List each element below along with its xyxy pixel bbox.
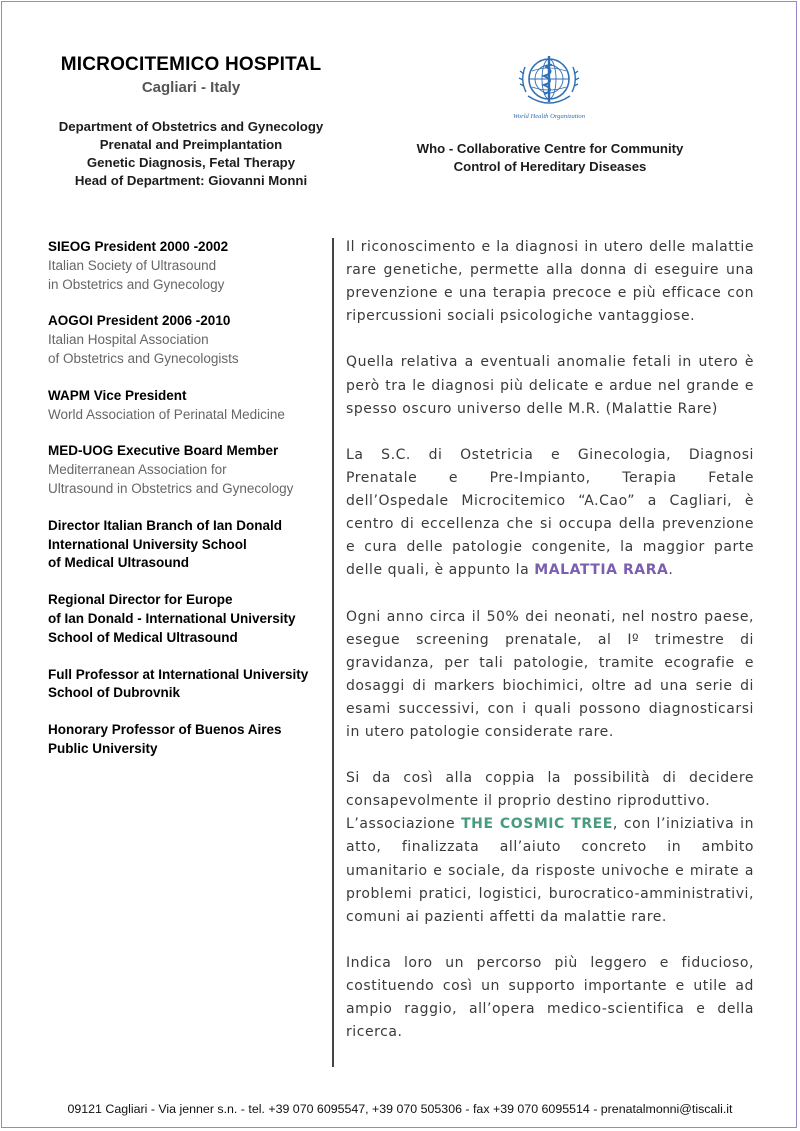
credential-entry [48,312,338,368]
department-line: Department of Obstetrics and Gynecology [58,119,324,134]
credential-title: Director Italian Branch of Ian Donald [48,517,283,533]
credential-title: School of Dubrovnik [48,685,181,701]
credentials-sidebar [48,238,338,777]
credential-entry [48,442,338,498]
credential-subtitle: Italian Hospital Association [48,332,209,348]
paragraph [346,444,754,583]
paragraph-text: La S.C. di Ostetricia e Ginecologia, Diagnosi Prenatale e Pre-Impianto, Terapia Fetale dell’Ospedale Microcitemico “A.Cao” a Cagliari, è centro di eccellenza che si occupa della prevenzione e cura delle patologie congenite, la maggior parte delle quali, è appunto la [346,446,754,579]
who-collab-line: Who - Collaborative Centre for Community [416,141,684,156]
paragraph [346,813,754,928]
credential-title: Honorary Professor of Buenos Aires [48,722,282,738]
credential-entry [48,666,338,704]
credential-subtitle: Italian Society of Ultrasound [48,257,217,273]
highlight-malattia-rara: MALATTIA RARA [534,562,669,579]
paragraph: Indica loro un percorso più leggero e fiducioso, costituendo così un supporto importante e utile ad ampio raggio, all’opera medico-scientifica e della ricerca. [346,954,754,1041]
department-line: Genetic Diagnosis, Fetal Therapy [86,155,296,170]
who-emblem-icon [516,50,582,112]
footer-contact: 09121 Cagliari - Via jenner s.n. - tel. +39 070 6095547, +39 070 505306 - fax +39 070 6095514 - prenatalmonni@tiscali.it [67,1102,733,1116]
credential-subtitle: in Obstetrics and Gynecology [48,276,225,292]
credential-subtitle: Mediterranean Association for [48,462,227,478]
credential-subtitle: of Obstetrics and Gynecologists [48,350,239,366]
credential-title: Public University [48,740,158,756]
credential-title: Regional Director for Europe [48,592,233,608]
column-divider [332,238,334,1067]
main-text [346,236,754,1067]
credential-entry [48,721,338,759]
who-collaborative-centre [380,140,720,176]
paragraph: Quella relativa a eventuali anomalie fetali in utero è però tra le diagnosi più delicate e ardue nel grande e spesso oscuro universo delle M.R. (Malattie Rare) [346,354,754,417]
highlight-cosmic-tree: THE COSMIC TREE [461,816,613,833]
credential-title: WAPM Vice President [48,387,187,403]
who-logo [508,50,590,120]
hospital-name: MICROCITEMICO HOSPITAL [60,54,322,75]
paragraph-text: . [668,562,674,579]
credential-title: of Medical Ultrasound [48,555,190,571]
who-collab-line: Control of Hereditary Diseases [453,159,647,174]
credential-title: School of Medical Ultrasound [48,629,238,645]
department-head: Head of Department: Giovanni Monni [74,173,308,188]
paragraph: Ogni anno circa il 50% dei neonati, nel nostro paese, esegue screening prenatale, al Iº trimestre di gravidanza, per tali patologie, tramite ecografie e dosaggi di markers biochimici, oltre ad una serie di esami successivi, con i quali possono diagnosticarsi in utero patologie considerate rare. [346,608,754,740]
credential-entry [48,238,338,294]
credential-title: International University School [48,536,247,552]
who-caption: World Health Organization [512,113,586,120]
credential-title: Full Professor at International University [48,666,309,682]
credential-subtitle: Ultrasound in Obstetrics and Gynecology [48,480,294,496]
paragraph: Il riconoscimento e la diagnosi in utero delle malattie rare genetiche, permette alla donna di eseguire una prevenzione e una terapia precoce e più efficace con ripercussioni sociali psicologiche vantaggiose. [346,239,754,325]
paragraph-text: L’associazione [346,816,462,833]
department-line: Prenatal and Preimplantation [99,137,283,152]
credential-title: MED-UOG Executive Board Member [48,443,279,459]
paragraph: Si da così alla coppia la possibilità di decidere consapevolmente il proprio destino riproduttivo. [346,770,754,810]
paragraph-text: , con l’iniziativa in atto, finalizzata all’aiuto concreto in ambito umanitario e sociale, da risposte univoche e mirate a problemi pratici, logistici, burocratico-amministrativi, comuni ai pazienti affetti da malattie rare. [346,816,754,925]
credential-entry [48,591,338,647]
hospital-city: Cagliari - Italy [141,79,241,96]
credential-title: AOGOI President 2006 -2010 [48,313,231,329]
credential-title: of Ian Donald - International University [48,610,296,626]
credential-subtitle: World Association of Perinatal Medicine [48,406,285,422]
department-info [30,118,352,190]
hospital-header [30,54,352,190]
credential-title: SIEOG President 2000 -2002 [48,239,229,254]
credential-entry [48,517,338,573]
credential-entry [48,387,338,425]
